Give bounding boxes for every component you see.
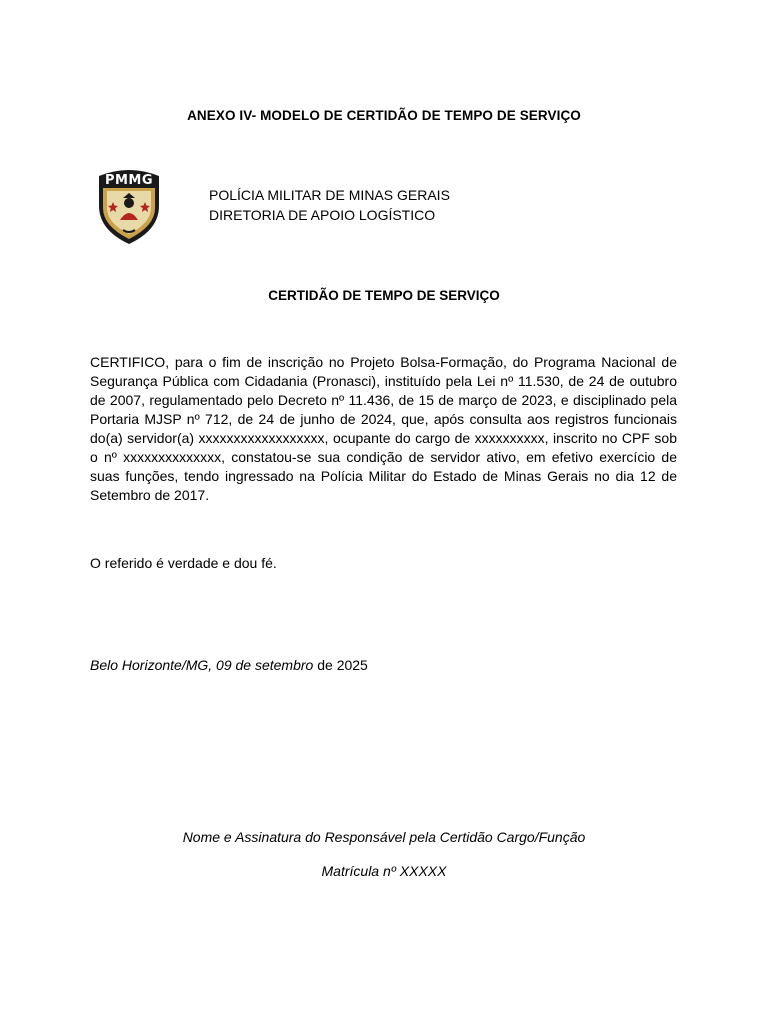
signature-line: Nome e Assinatura do Responsável pela Certidão Cargo/Função xyxy=(182,829,586,845)
place-date-year: de 2025 xyxy=(313,657,368,673)
organization-department: DIRETORIA DE APOIO LOGÍSTICO xyxy=(209,207,436,223)
certificate-body: CERTIFICO, para o fim de inscrição no Projeto Bolsa-Formação, do Programa Nacional de Segurança Pública com Cidadania (Pronasci), instituído pela Lei nº 11.530, de 24 de outubro de 2007, regulamentado pelo Decreto nº 11.436, de 15 de março de 2023, e disciplinado pela Portaria MJSP nº 712, de 24 de junho de 2024, que, após consulta aos registros funcionais do(a) servidor(a) xxxxxxxxxxxxxxxxxx, ocupante do cargo de xxxxxxxxxx, inscrito no CPF sob o nº xxxxxxxxxxxxxx, constatou-se sua condição de servidor ativo, em efetivo exercício de suas funções, tendo ingressado na Polícia Militar do Estado de Minas Gerais no dia 12 de Setembro de 2017. xyxy=(90,354,677,503)
organization-header xyxy=(209,185,450,225)
svg-text:PMMG: PMMG xyxy=(104,173,154,188)
pmmg-crest-icon xyxy=(93,166,165,246)
organization-name: POLÍCIA MILITAR DE MINAS GERAIS xyxy=(209,187,450,203)
certificate-title: CERTIDÃO DE TEMPO DE SERVIÇO xyxy=(268,288,500,303)
annex-title: ANEXO IV- MODELO DE CERTIDÃO DE TEMPO DE SERVIÇO xyxy=(187,108,581,123)
truth-statement: O referido é verdade e dou fé. xyxy=(90,555,277,571)
registration-line: Matrícula nº XXXXX xyxy=(321,863,447,879)
place-date xyxy=(90,657,368,673)
place-date-italic: Belo Horizonte/MG, 09 de setembro xyxy=(90,657,314,673)
